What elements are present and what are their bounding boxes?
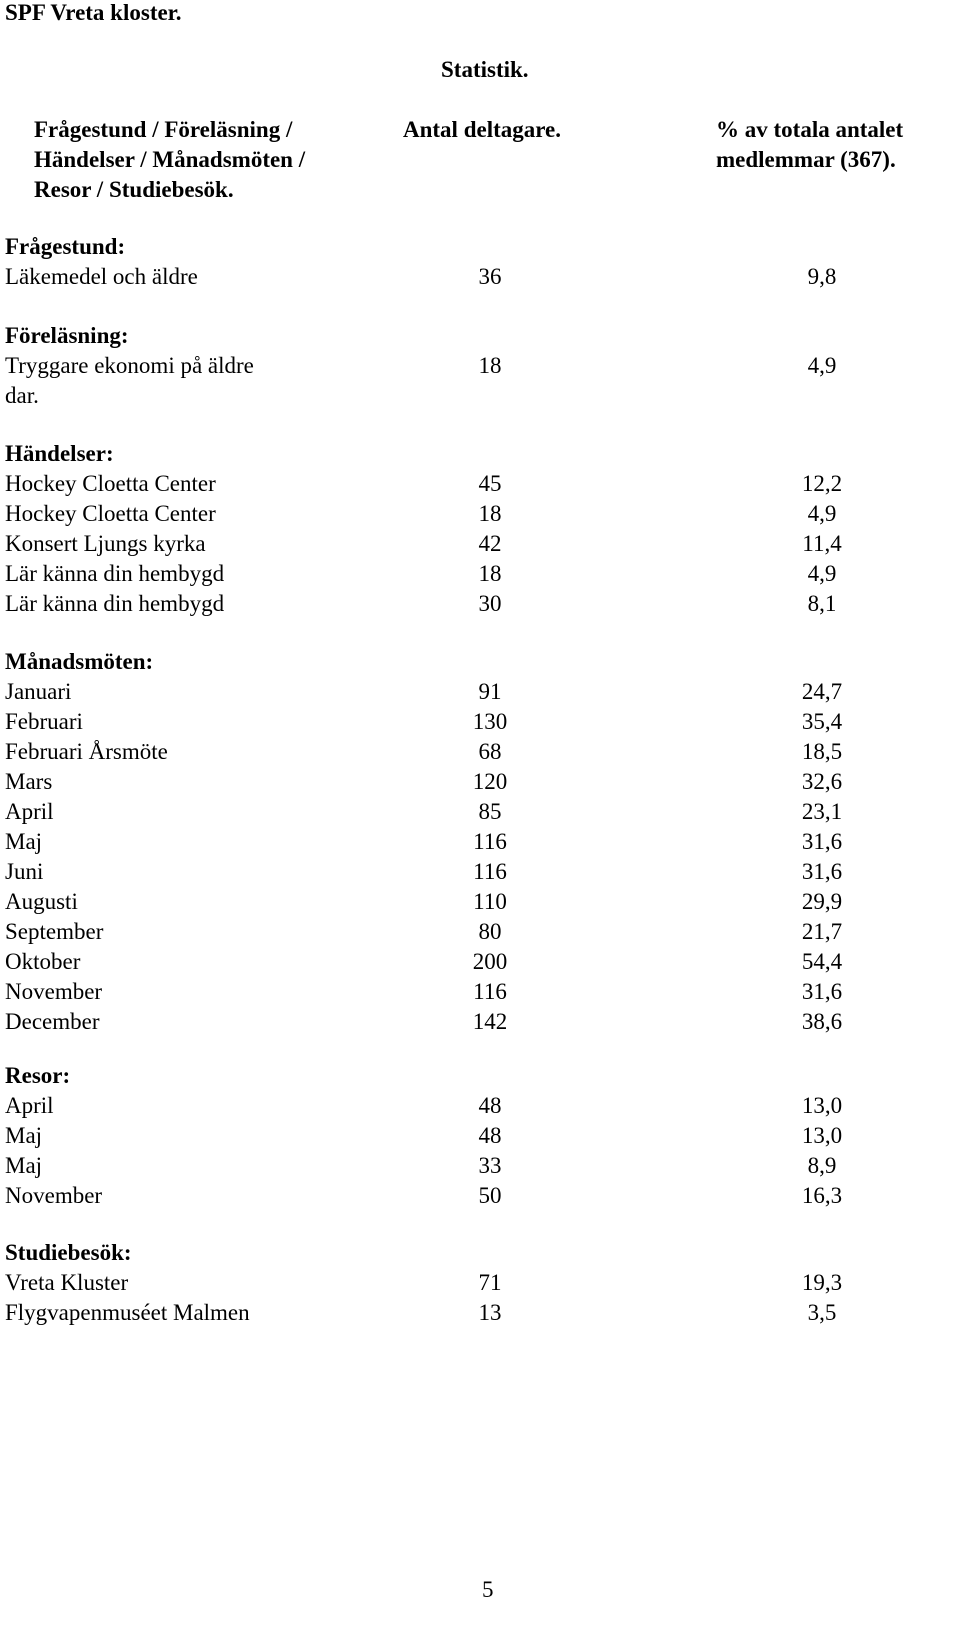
section-title: Resor: (5, 1063, 71, 1088)
participant-count: 30 (478, 591, 502, 616)
participant-count: 68 (478, 739, 502, 764)
activity-name: Januari (5, 679, 72, 704)
percent-value: 54,4 (801, 949, 843, 974)
activity-name: Konsert Ljungs kyrka (5, 531, 206, 556)
column-header-activity-line-3: Resor / Studiebesök. (34, 177, 234, 202)
percent-value: 3,5 (807, 1300, 837, 1325)
activity-name: Lär känna din hembygd (5, 591, 225, 616)
section-title: Föreläsning: (5, 323, 129, 348)
percent-value: 19,3 (801, 1270, 843, 1295)
table-row (0, 262, 960, 292)
percent-value: 8,1 (807, 591, 837, 616)
table-row (0, 529, 960, 559)
percent-value: 24,7 (801, 679, 843, 704)
percent-value: 38,6 (801, 1009, 843, 1034)
activity-name: Oktober (5, 949, 81, 974)
activity-name: Läkemedel och äldre (5, 264, 198, 289)
table-row (0, 827, 960, 857)
percent-value: 11,4 (802, 531, 842, 556)
percent-value: 21,7 (801, 919, 843, 944)
participant-count: 80 (478, 919, 502, 944)
column-header-activity (34, 115, 305, 205)
percent-value: 23,1 (801, 799, 843, 824)
activity-name: Februari (5, 709, 83, 734)
column-header-participants: Antal deltagare. (403, 117, 562, 142)
participant-count: 116 (473, 829, 507, 854)
participant-count: 130 (472, 709, 508, 734)
table-row (0, 351, 960, 381)
section-manadsmoten (0, 647, 960, 1037)
table-row (0, 797, 960, 827)
participant-count: 42 (478, 531, 502, 556)
percent-value: 18,5 (801, 739, 843, 764)
column-header-percent-line-2: medlemmar (367). (716, 147, 896, 172)
percent-value: 4,9 (807, 561, 837, 586)
activity-name: Hockey Cloetta Center (5, 501, 216, 526)
table-row (0, 1181, 960, 1211)
section-title: Händelser: (5, 441, 114, 466)
table-row (0, 499, 960, 529)
table-row (0, 947, 960, 977)
percent-value: 4,9 (807, 501, 837, 526)
percent-value: 13,0 (801, 1123, 843, 1148)
activity-name: Maj (5, 1153, 43, 1178)
activity-name: Juni (5, 859, 44, 884)
participant-count: 71 (478, 1270, 502, 1295)
participant-count: 50 (478, 1183, 502, 1208)
table-row (0, 1298, 960, 1328)
participant-count: 33 (478, 1153, 502, 1178)
activity-name: Tryggare ekonomi på äldre (5, 353, 254, 378)
activity-name: December (5, 1009, 100, 1034)
section-fragestund (0, 232, 960, 292)
participant-count: 36 (478, 264, 502, 289)
activity-name: Februari Årsmöte (5, 739, 168, 764)
document-title: Statistik. (441, 57, 529, 82)
participant-count: 18 (478, 353, 502, 378)
column-header-activity-line-2: Händelser / Månadsmöten / (34, 147, 306, 172)
section-title: Månadsmöten: (5, 649, 154, 674)
table-row (0, 917, 960, 947)
participant-count: 200 (472, 949, 508, 974)
activity-name: April (5, 799, 54, 824)
table-row (0, 1121, 960, 1151)
participant-count: 18 (478, 561, 502, 586)
activity-name: Maj (5, 1123, 43, 1148)
percent-value: 16,3 (801, 1183, 843, 1208)
table-row (0, 707, 960, 737)
activity-name: April (5, 1093, 54, 1118)
column-header-activity-line-1: Frågestund / Föreläsning / (34, 117, 293, 142)
activity-name: Mars (5, 769, 53, 794)
section-title: Studiebesök: (5, 1240, 132, 1265)
participant-count: 116 (473, 859, 507, 884)
table-row (0, 469, 960, 499)
activity-name: Lär känna din hembygd (5, 561, 225, 586)
participant-count: 120 (472, 769, 508, 794)
section-title: Frågestund: (5, 234, 126, 259)
organization-title: SPF Vreta kloster. (5, 0, 182, 25)
percent-value: 31,6 (801, 859, 843, 884)
table-row (0, 977, 960, 1007)
percent-value: 4,9 (807, 353, 837, 378)
table-row (0, 677, 960, 707)
table-row (0, 559, 960, 589)
table-row (0, 857, 960, 887)
column-header-percent (716, 115, 903, 175)
participant-count: 110 (473, 889, 507, 914)
percent-value: 29,9 (801, 889, 843, 914)
table-row (0, 1007, 960, 1037)
table-row (0, 767, 960, 797)
participant-count: 45 (478, 471, 502, 496)
column-header-percent-line-1: % av totala antalet (716, 117, 904, 142)
percent-value: 31,6 (801, 829, 843, 854)
table-row (0, 1268, 960, 1298)
table-row-continuation (0, 381, 960, 411)
section-studiebesok (0, 1238, 960, 1328)
activity-name: September (5, 919, 104, 944)
section-forelasning (0, 321, 960, 411)
percent-value: 9,8 (807, 264, 837, 289)
participant-count: 142 (472, 1009, 508, 1034)
activity-name: Hockey Cloetta Center (5, 471, 216, 496)
percent-value: 31,6 (801, 979, 843, 1004)
participant-count: 91 (478, 679, 502, 704)
activity-name-continuation: dar. (5, 383, 39, 408)
participant-count: 116 (473, 979, 507, 1004)
table-row (0, 737, 960, 767)
activity-name: Vreta Kluster (5, 1270, 129, 1295)
activity-name: Augusti (5, 889, 78, 914)
participant-count: 48 (478, 1123, 502, 1148)
participant-count: 13 (478, 1300, 502, 1325)
activity-name: Maj (5, 829, 43, 854)
section-resor (0, 1061, 960, 1211)
activity-name: November (5, 979, 103, 1004)
table-row (0, 1151, 960, 1181)
participant-count: 48 (478, 1093, 502, 1118)
percent-value: 12,2 (801, 471, 843, 496)
table-row (0, 887, 960, 917)
percent-value: 35,4 (801, 709, 843, 734)
table-row (0, 589, 960, 619)
participant-count: 18 (478, 501, 502, 526)
section-handelser (0, 439, 960, 619)
table-row (0, 1091, 960, 1121)
activity-name: Flygvapenmuséet Malmen (5, 1300, 250, 1325)
percent-value: 32,6 (801, 769, 843, 794)
percent-value: 8,9 (807, 1153, 837, 1178)
activity-name: November (5, 1183, 103, 1208)
percent-value: 13,0 (801, 1093, 843, 1118)
page-number: 5 (482, 1577, 494, 1602)
participant-count: 85 (478, 799, 502, 824)
